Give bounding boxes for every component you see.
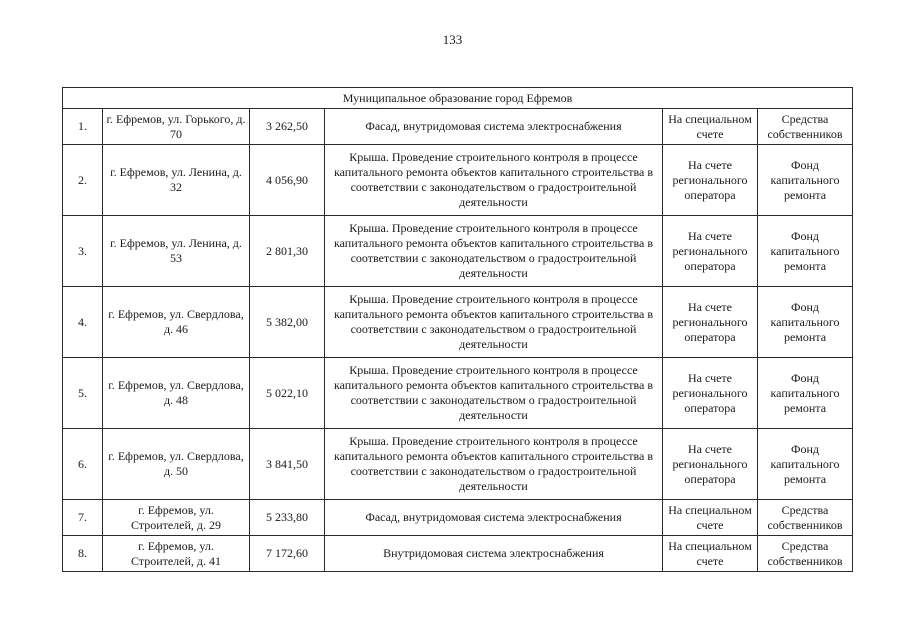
funding-source-cell: Средства собственников xyxy=(758,109,853,145)
table-row xyxy=(63,287,853,358)
address-cell: г. Ефремов, ул. Свердлова, д. 48 xyxy=(103,358,250,429)
address-cell: г. Ефремов, ул. Свердлова, д. 46 xyxy=(103,287,250,358)
group-header-row xyxy=(63,88,853,109)
address-cell: г. Ефремов, ул. Ленина, д. 53 xyxy=(103,216,250,287)
funding-source-cell: Фонд капитального ремонта xyxy=(758,287,853,358)
account-type-cell: На счете регионального оператора xyxy=(663,287,758,358)
municipality-title: Муниципальное образование город Ефремов xyxy=(63,88,853,109)
row-number: 2. xyxy=(63,145,103,216)
table-row xyxy=(63,536,853,572)
funding-source-cell: Фонд капитального ремонта xyxy=(758,216,853,287)
work-type-cell: Фасад, внутридомовая система электроснабжения xyxy=(325,109,663,145)
row-number: 1. xyxy=(63,109,103,145)
cost-cell: 5 382,00 xyxy=(250,287,325,358)
account-type-cell: На счете регионального оператора xyxy=(663,216,758,287)
account-type-cell: На счете регионального оператора xyxy=(663,145,758,216)
work-type-cell: Крыша. Проведение строительного контроля в процессе капитального ремонта объектов капитального строительства в соответствии с законодательством о градостроительной деятельности xyxy=(325,216,663,287)
account-type-cell: На счете регионального оператора xyxy=(663,429,758,500)
table-row xyxy=(63,358,853,429)
repair-program-table xyxy=(62,87,853,572)
work-type-cell: Крыша. Проведение строительного контроля в процессе капитального ремонта объектов капитального строительства в соответствии с законодательством о градостроительной деятельности xyxy=(325,429,663,500)
cost-cell: 5 233,80 xyxy=(250,500,325,536)
row-number: 5. xyxy=(63,358,103,429)
row-number: 6. xyxy=(63,429,103,500)
cost-cell: 3 262,50 xyxy=(250,109,325,145)
table-row xyxy=(63,500,853,536)
table-row xyxy=(63,216,853,287)
work-type-cell: Крыша. Проведение строительного контроля в процессе капитального ремонта объектов капитального строительства в соответствии с законодательством о градостроительной деятельности xyxy=(325,145,663,216)
funding-source-cell: Фонд капитального ремонта xyxy=(758,358,853,429)
row-number: 4. xyxy=(63,287,103,358)
account-type-cell: На специальном счете xyxy=(663,500,758,536)
work-type-cell: Фасад, внутридомовая система электроснабжения xyxy=(325,500,663,536)
account-type-cell: На специальном счете xyxy=(663,536,758,572)
account-type-cell: На счете регионального оператора xyxy=(663,358,758,429)
cost-cell: 7 172,60 xyxy=(250,536,325,572)
cost-cell: 2 801,30 xyxy=(250,216,325,287)
account-type-cell: На специальном счете xyxy=(663,109,758,145)
address-cell: г. Ефремов, ул. Горького, д. 70 xyxy=(103,109,250,145)
funding-source-cell: Средства собственников xyxy=(758,500,853,536)
address-cell: г. Ефремов, ул. Строителей, д. 29 xyxy=(103,500,250,536)
funding-source-cell: Средства собственников xyxy=(758,536,853,572)
cost-cell: 4 056,90 xyxy=(250,145,325,216)
table-row xyxy=(63,145,853,216)
work-type-cell: Крыша. Проведение строительного контроля в процессе капитального ремонта объектов капитального строительства в соответствии с законодательством о градостроительной деятельности xyxy=(325,358,663,429)
table-row xyxy=(63,109,853,145)
work-type-cell: Крыша. Проведение строительного контроля в процессе капитального ремонта объектов капитального строительства в соответствии с законодательством о градостроительной деятельности xyxy=(325,287,663,358)
address-cell: г. Ефремов, ул. Строителей, д. 41 xyxy=(103,536,250,572)
funding-source-cell: Фонд капитального ремонта xyxy=(758,145,853,216)
work-type-cell: Внутридомовая система электроснабжения xyxy=(325,536,663,572)
table-row xyxy=(63,429,853,500)
cost-cell: 3 841,50 xyxy=(250,429,325,500)
address-cell: г. Ефремов, ул. Свердлова, д. 50 xyxy=(103,429,250,500)
row-number: 7. xyxy=(63,500,103,536)
row-number: 3. xyxy=(63,216,103,287)
cost-cell: 5 022,10 xyxy=(250,358,325,429)
address-cell: г. Ефремов, ул. Ленина, д. 32 xyxy=(103,145,250,216)
row-number: 8. xyxy=(63,536,103,572)
funding-source-cell: Фонд капитального ремонта xyxy=(758,429,853,500)
page-number: 133 xyxy=(442,32,463,47)
